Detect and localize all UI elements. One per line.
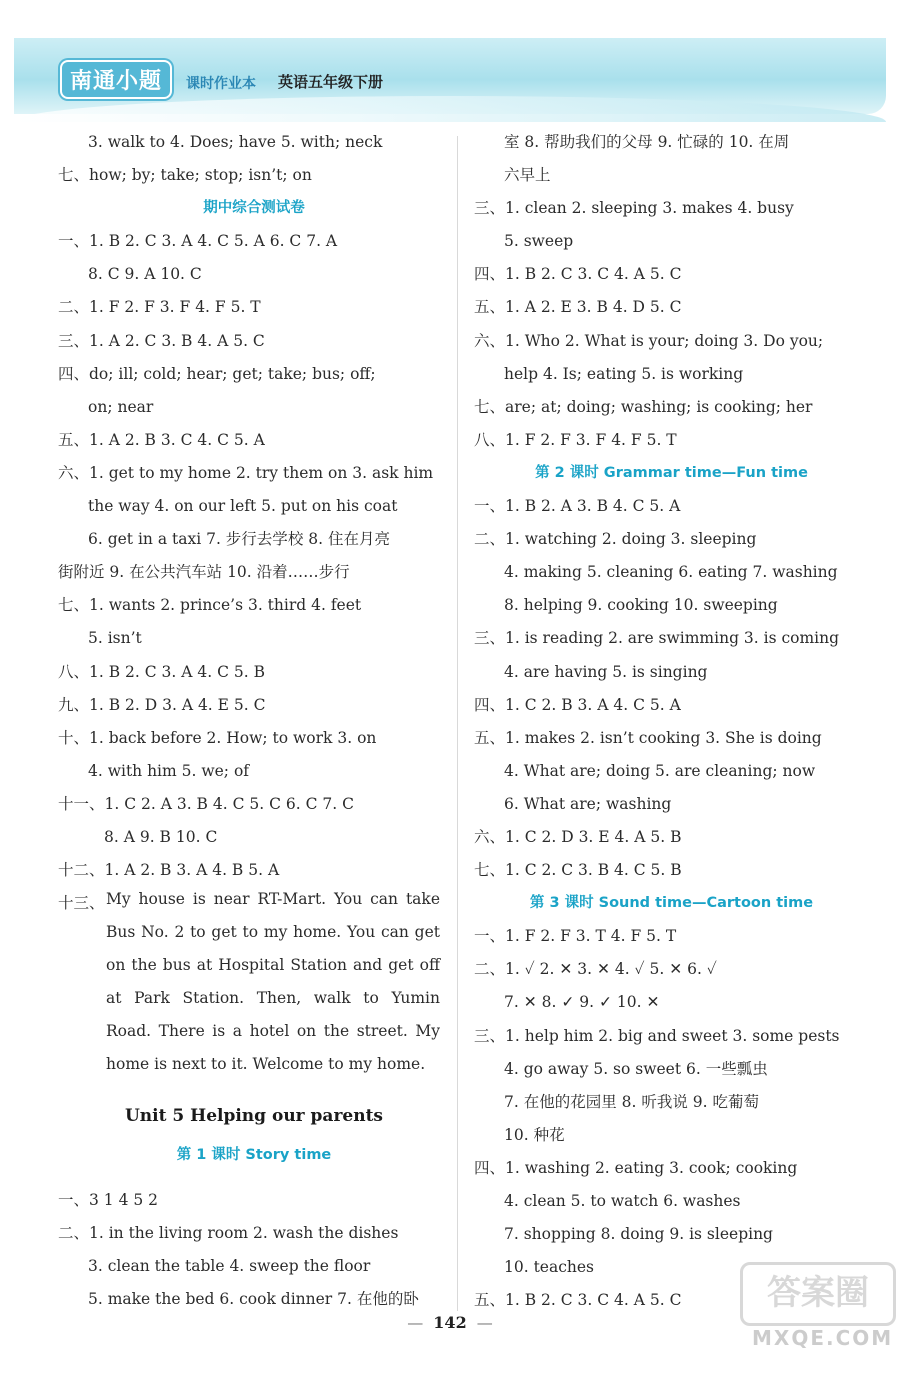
answer-line: 8. A 9. B 10. C (104, 827, 218, 846)
answer-line: help 4. Is; eating 5. is working (504, 364, 744, 383)
answer-line: 二、1. in the living room 2. wash the dishes (58, 1223, 399, 1242)
answer-line: 3. clean the table 4. sweep the floor (88, 1256, 371, 1275)
answer-line: 街附近 9. 在公共汽车站 10. 沿着……步行 (58, 563, 350, 582)
answer-line: 九、1. B 2. D 3. A 4. E 5. C (58, 695, 266, 714)
left-column (58, 126, 450, 1316)
watermark-stamp: 答案圈 (740, 1262, 896, 1326)
answer-line: 六、1. C 2. D 3. E 4. A 5. B (474, 827, 682, 846)
answer-line: 5. isn’t (88, 629, 142, 648)
answer-line: 10. 种花 (504, 1125, 565, 1144)
answer-line: 3. walk to 4. Does; have 5. with; neck (88, 133, 383, 151)
answer-line: 四、do; ill; cold; hear; get; take; bus; off; (58, 364, 376, 383)
banner-wave (14, 96, 886, 122)
answer-line: the way 4. on our left 5. put on his coat (88, 497, 398, 516)
section-heading: 第 2 课时 Grammar time—Fun time (535, 464, 808, 481)
answer-line: 二、1. watching 2. doing 3. sleeping (474, 530, 757, 549)
answer-line: 十、1. back before 2. How; to work 3. on (58, 728, 377, 747)
page-number: — 142 — (407, 1313, 493, 1332)
answer-line: on; near (88, 397, 154, 416)
answer-line: 三、1. A 2. C 3. B 4. A 5. C (58, 331, 265, 350)
answer-line: 7. ✕ 8. ✓ 9. ✓ 10. ✕ (504, 993, 660, 1012)
answer-line: 七、are; at; doing; washing; is cooking; her (474, 397, 813, 416)
answer-line: 三、1. clean 2. sleeping 3. makes 4. busy (474, 199, 794, 218)
answer-line: 三、1. is reading 2. are swimming 3. is coming (474, 629, 840, 648)
answer-line: 4. with him 5. we; of (88, 761, 250, 780)
answer-line: 四、1. C 2. B 3. A 4. C 5. A (474, 695, 681, 714)
answer-line: 6. What are; washing (504, 794, 672, 813)
section-heading: 第 3 课时 Sound time—Cartoon time (529, 895, 814, 912)
answer-line: 五、1. A 2. E 3. B 4. D 5. C (474, 298, 682, 317)
answer-line: 四、1. B 2. C 3. C 4. A 5. C (474, 265, 682, 284)
answer-line: 一、1. B 2. A 3. B 4. C 5. A (474, 497, 681, 516)
watermark-site: MXQE.COM (752, 1326, 894, 1350)
answer-line: 五、1. B 2. C 3. C 4. A 5. C (474, 1291, 682, 1310)
answer-line: 五、1. makes 2. isn’t cooking 3. She is doing (474, 728, 822, 747)
answer-line: 5. make the bed 6. cook dinner 7. 在他的卧 (88, 1290, 419, 1308)
answer-line: 4. clean 5. to watch 6. washes (504, 1192, 741, 1210)
answer-line: 三、1. help him 2. big and sweet 3. some pests (474, 1026, 840, 1045)
answer-line: 七、1. wants 2. prince’s 3. third 4. feet (58, 596, 362, 615)
answer-line: 六、1. get to my home 2. try them on 3. ask him (58, 463, 434, 482)
answer-line: 6. get in a taxi 7. 步行去学校 8. 住在月亮 (88, 530, 390, 549)
series-name: 课时作业本 (186, 76, 256, 92)
answer-line: 七、1. C 2. C 3. B 4. C 5. B (474, 861, 682, 880)
answer-line: 十三、 (58, 894, 105, 913)
answer-line: 六、1. Who 2. What is your; doing 3. Do you; (474, 331, 824, 350)
answer-line: 一、1. F 2. F 3. T 4. F 5. T (474, 927, 677, 946)
answer-line: 五、1. A 2. B 3. C 4. C 5. A (58, 430, 265, 449)
page-number-value: 142 (433, 1313, 467, 1332)
book-title: 英语五年级下册 (278, 73, 384, 91)
answer-line: 室 8. 帮助我们的父母 9. 忙碌的 10. 在周 (504, 133, 790, 151)
answer-line: 4. are having 5. is singing (504, 662, 708, 681)
answer-line: 八、1. F 2. F 3. F 4. F 5. T (474, 430, 677, 449)
answer-line: 七、how; by; take; stop; isn’t; on (58, 166, 312, 185)
answer-line: 四、1. washing 2. eating 3. cook; cooking (474, 1158, 798, 1177)
section-heading: 第 1 课时 Story time (176, 1146, 332, 1163)
series-logo: 南通小题 (62, 62, 170, 97)
answer-line: 十二、1. A 2. B 3. A 4. B 5. A (58, 861, 280, 880)
unit-title: Unit 5 Helping our parents (124, 1105, 384, 1126)
answer-line: 8. C 9. A 10. C (88, 265, 202, 284)
answer-line: 六早上 (504, 166, 551, 185)
answer-line: 一、3 1 4 5 2 (58, 1190, 159, 1209)
answer-line: 4. go away 5. so sweet 6. 一些瓢虫 (504, 1059, 768, 1078)
answer-line: 十一、1. C 2. A 3. B 4. C 5. C 6. C 7. C (58, 794, 354, 813)
answer-line: 二、1. F 2. F 3. F 4. F 5. T (58, 298, 261, 317)
answer-line: 一、1. B 2. C 3. A 4. C 5. A 6. C 7. A (58, 232, 338, 251)
answer-line: 10. teaches (504, 1258, 595, 1277)
composition-paragraph: My house is near RT-Mart. You can take Bus No. 2 to get to my home. You can get on the bus at Hospital Station and get off at Park Station. Then, walk to Yumin Road. There is a hotel on the street. My home is next to it. Welcome to my home. (106, 890, 440, 1074)
answer-line: 八、1. B 2. C 3. A 4. C 5. B (58, 662, 265, 681)
answer-line: 8. helping 9. cooking 10. sweeping (504, 596, 778, 615)
answer-line: 5. sweep (504, 232, 574, 251)
right-column (474, 126, 869, 1317)
column-divider (457, 136, 458, 1311)
answer-line: 7. shopping 8. doing 9. is sleeping (504, 1225, 773, 1244)
answer-line: 4. What are; doing 5. are cleaning; now (504, 761, 816, 780)
answer-line: 7. 在他的花园里 8. 听我说 9. 吃葡萄 (504, 1092, 760, 1111)
answer-line: 4. making 5. cleaning 6. eating 7. washing (504, 563, 838, 582)
section-heading: 期中综合测试卷 (203, 200, 305, 217)
answer-line: 二、1. ✓ 2. ✕ 3. ✕ 4. ✓ 5. ✕ 6. ✓ (474, 960, 717, 979)
